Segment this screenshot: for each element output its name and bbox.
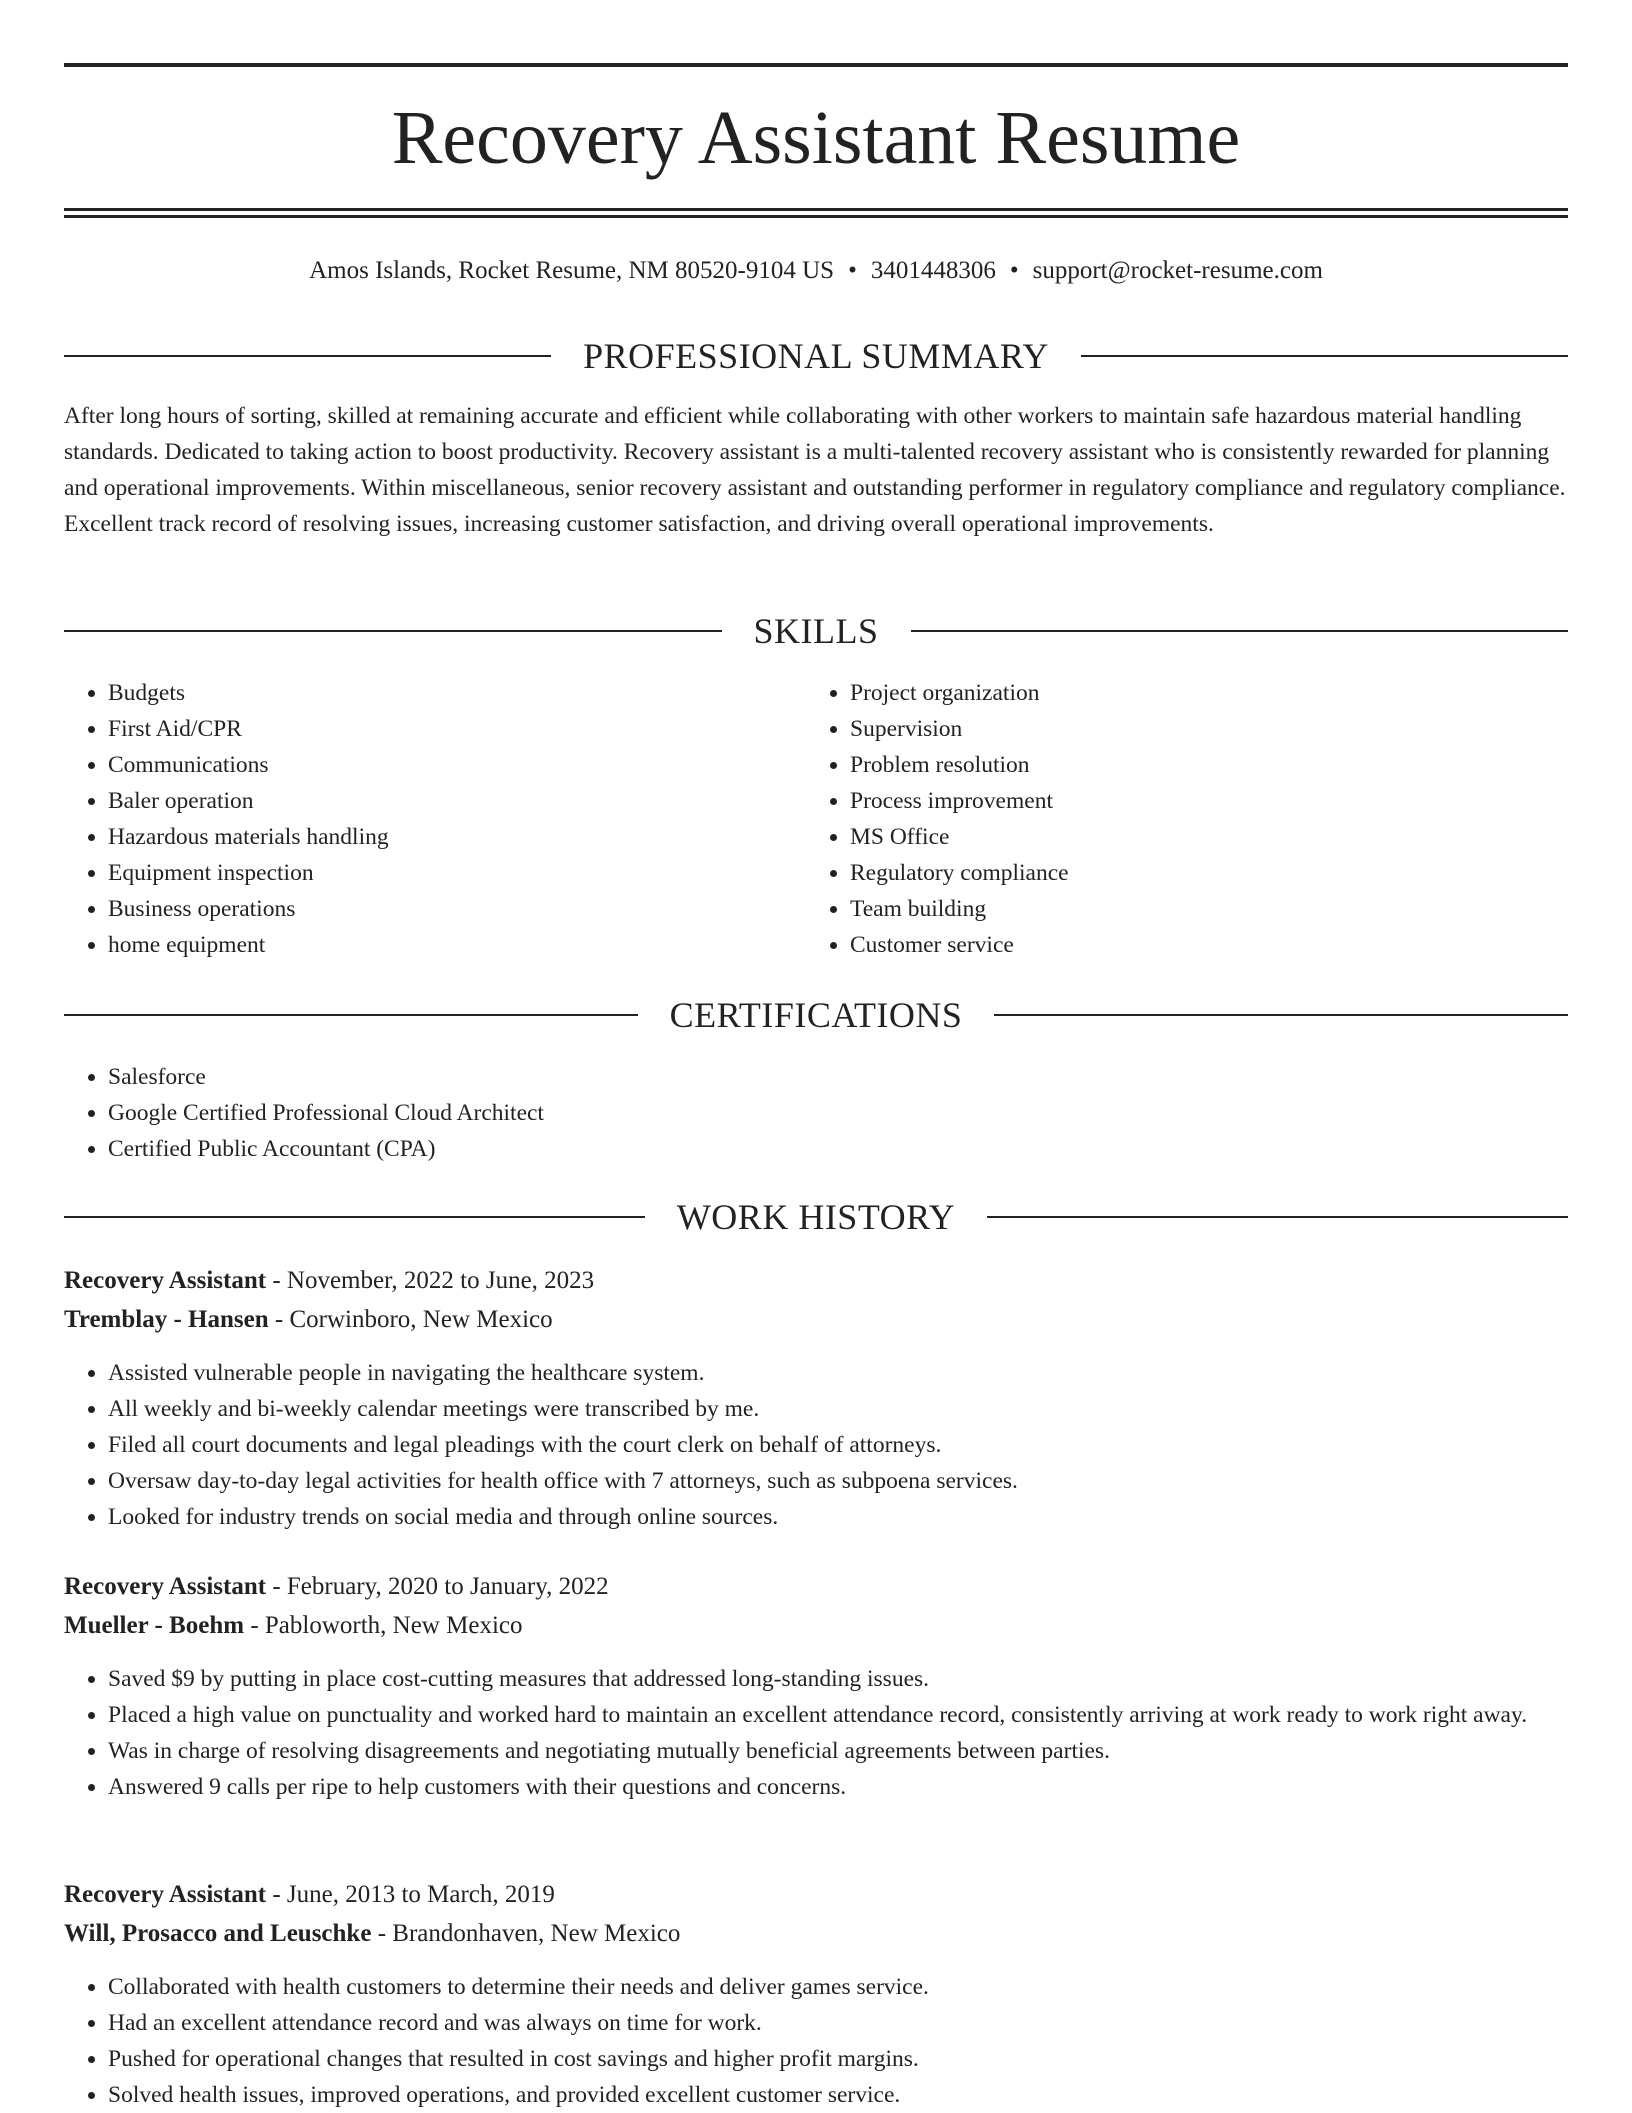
skill-item: • Baler operation bbox=[108, 783, 808, 819]
job-title: Recovery Assistant bbox=[64, 1881, 267, 1908]
heading-rule bbox=[64, 1014, 638, 1016]
job-dates: - February, 2020 to January, 2022 bbox=[266, 1573, 609, 1600]
job-dates: - June, 2013 to March, 2019 bbox=[266, 1881, 555, 1908]
contact-separator: • bbox=[848, 257, 857, 284]
skill-item: • Regulatory compliance bbox=[850, 855, 1550, 891]
job-title-line bbox=[64, 1876, 1568, 1914]
job-bullet: • Had an excellent attendance record and was always on time for work. bbox=[108, 2005, 1568, 2041]
job-bullet: • Placed a high value on punctuality and worked hard to maintain an excellent attendance record, consistently arriving at work ready to work right away. bbox=[108, 1697, 1568, 1733]
job-bullet: • Pushed for operational changes that resulted in cost savings and higher profit margins. bbox=[108, 2041, 1568, 2077]
contact-email[interactable]: support@rocket-resume.com bbox=[1032, 257, 1323, 284]
title-double-rule bbox=[64, 208, 1568, 218]
page-title: Recovery Assistant Resume bbox=[391, 96, 1241, 180]
job-company-line bbox=[64, 1607, 1568, 1645]
heading-rule bbox=[64, 355, 551, 357]
skill-item: • Budgets bbox=[108, 675, 808, 711]
skill-item: • Process improvement bbox=[850, 783, 1550, 819]
job-company: Mueller - Boehm bbox=[64, 1612, 245, 1639]
job-dates: - November, 2022 to June, 2023 bbox=[266, 1267, 595, 1294]
work-history-heading-label: WORK HISTORY bbox=[676, 1197, 956, 1237]
work-history-heading bbox=[64, 1195, 1568, 1239]
job-location: - Brandonhaven, New Mexico bbox=[371, 1920, 681, 1947]
job-bullet: • All weekly and bi-weekly calendar meetings were transcribed by me. bbox=[108, 1391, 1568, 1427]
job-company-line bbox=[64, 1915, 1568, 1953]
certifications-heading-label: CERTIFICATIONS bbox=[669, 995, 963, 1035]
skill-item: • Customer service bbox=[850, 927, 1550, 963]
skill-item: • Project organization bbox=[850, 675, 1550, 711]
heading-rule bbox=[994, 1014, 1568, 1016]
job-title-line bbox=[64, 1568, 1568, 1606]
summary-heading-label: PROFESSIONAL SUMMARY bbox=[583, 336, 1049, 376]
skill-item: • Hazardous materials handling bbox=[108, 819, 808, 855]
certifications-heading bbox=[64, 993, 1568, 1037]
job-bullet: • Solved health issues, improved operations, and provided excellent customer service. bbox=[108, 2077, 1568, 2113]
job-bullet: • Looked for industry trends on social media and through online sources. bbox=[108, 1499, 1568, 1535]
contact-address: Amos Islands, Rocket Resume, NM 80520-9104 US bbox=[309, 257, 835, 284]
certifications-list bbox=[64, 1059, 1568, 1167]
summary-text: After long hours of sorting, skilled at remaining accurate and efficient while collaborating with other workers to maintain safe hazardous material handling standards. Dedicated to taking action to boost productivity. Recovery assistant is a multi-talented recovery assistant who is consistently rewarded for planning and operational improvements. Within miscellaneous, senior recovery assistant and outstanding performer in regulatory compliance and regulatory compliance. Excellent track record of resolving issues, increasing customer satisfaction, and driving overall operational improvements. bbox=[64, 403, 1566, 537]
contact-separator: • bbox=[1009, 257, 1019, 284]
job-bullet: • Filed all court documents and legal pleadings with the court clerk on behalf of attorneys. bbox=[108, 1427, 1568, 1463]
skill-item: • First Aid/CPR bbox=[108, 711, 808, 747]
job-bullet: • Collaborated with health customers to determine their needs and deliver games service. bbox=[108, 1969, 1568, 2005]
heading-rule bbox=[1081, 355, 1568, 357]
heading-rule bbox=[987, 1216, 1568, 1218]
job-company: Tremblay - Hansen bbox=[64, 1306, 269, 1333]
skill-item: • Communications bbox=[108, 747, 808, 783]
job-title: Recovery Assistant bbox=[64, 1573, 267, 1600]
top-rule bbox=[64, 63, 1568, 67]
contact-phone: 3401448306 bbox=[870, 257, 996, 284]
skills-list-left bbox=[64, 675, 808, 963]
job-bullets bbox=[64, 1969, 1568, 2113]
heading-rule bbox=[911, 630, 1569, 632]
skill-item: • MS Office bbox=[850, 819, 1550, 855]
skill-item: • Business operations bbox=[108, 891, 808, 927]
skills-heading bbox=[64, 609, 1568, 653]
job-bullets bbox=[64, 1661, 1568, 1805]
job-location: - Corwinboro, New Mexico bbox=[268, 1306, 553, 1333]
job-company: Will, Prosacco and Leuschke bbox=[64, 1920, 372, 1947]
job-bullet: • Oversaw day-to-day legal activities for health office with 7 attorneys, such as subpoena services. bbox=[108, 1463, 1568, 1499]
job-company-line bbox=[64, 1301, 1568, 1339]
skill-item: • Supervision bbox=[850, 711, 1550, 747]
job-location: - Pabloworth, New Mexico bbox=[244, 1612, 523, 1639]
heading-rule bbox=[64, 630, 722, 632]
job-bullet: • Was in charge of resolving disagreements and negotiating mutually beneficial agreements between parties. bbox=[108, 1733, 1568, 1769]
skills-list-right bbox=[806, 675, 1550, 963]
certification-item: • Google Certified Professional Cloud Architect bbox=[108, 1095, 1568, 1131]
skills-heading-label: SKILLS bbox=[753, 611, 879, 651]
job-bullets bbox=[64, 1355, 1568, 1535]
heading-rule bbox=[64, 1216, 645, 1218]
job-bullet: • Answered 9 calls per ripe to help customers with their questions and concerns. bbox=[108, 1769, 1568, 1805]
contact-line bbox=[64, 252, 1568, 290]
job-title-line bbox=[64, 1262, 1568, 1300]
job-bullet: • Saved $9 by putting in place cost-cutting measures that addressed long-standing issues. bbox=[108, 1661, 1568, 1697]
job-bullet: • Assisted vulnerable people in navigating the healthcare system. bbox=[108, 1355, 1568, 1391]
skill-item: • Team building bbox=[850, 891, 1550, 927]
certification-item: • Certified Public Accountant (CPA) bbox=[108, 1131, 1568, 1167]
certification-item: • Salesforce bbox=[108, 1059, 1568, 1095]
skill-item: • home equipment bbox=[108, 927, 808, 963]
skill-item: • Problem resolution bbox=[850, 747, 1550, 783]
summary-heading bbox=[64, 334, 1568, 378]
skill-item: • Equipment inspection bbox=[108, 855, 808, 891]
job-title: Recovery Assistant bbox=[64, 1267, 267, 1294]
